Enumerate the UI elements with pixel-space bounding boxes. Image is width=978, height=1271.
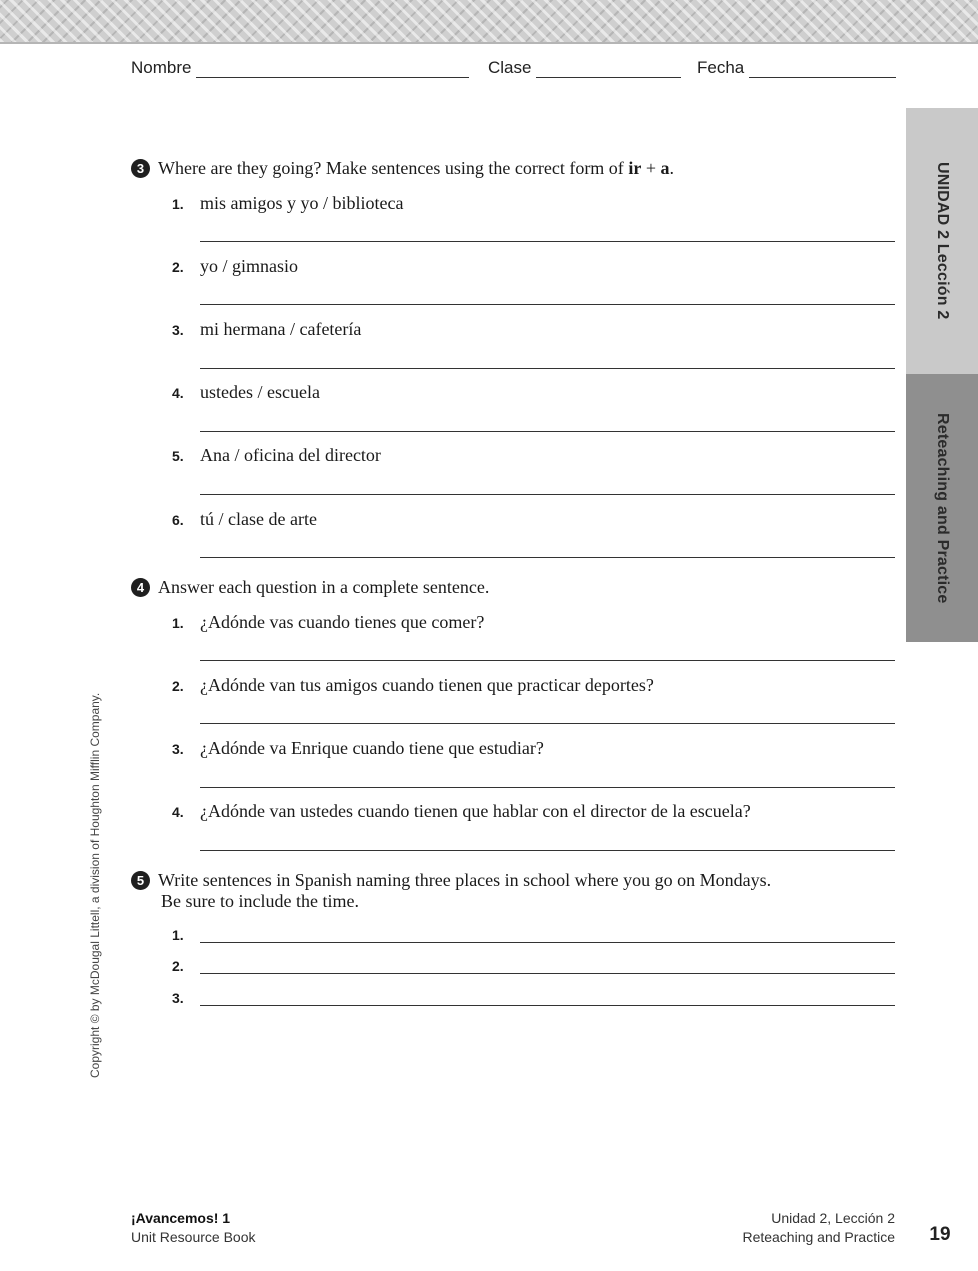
item-number: 1. [172, 927, 184, 943]
activity-3-item [172, 256, 298, 278]
footer-book-info [131, 1209, 256, 1247]
activity-3-end: . [669, 158, 674, 178]
fecha-field[interactable] [697, 58, 896, 78]
activity-3-item [172, 509, 317, 531]
activity-5-instruction-line1: Write sentences in Spanish naming three places in school where you go on Mondays. [158, 870, 772, 890]
answer-line[interactable] [200, 494, 895, 495]
student-info-header [131, 58, 895, 80]
answer-line[interactable] [200, 993, 895, 1006]
nombre-label: Nombre [131, 58, 192, 77]
activity-4-number: 4 [131, 578, 150, 597]
clase-field[interactable] [488, 58, 681, 78]
item-prompt: mi hermana / cafetería [200, 319, 362, 339]
fecha-label: Fecha [697, 58, 745, 77]
decorative-banner [0, 0, 978, 44]
activity-3-item [172, 193, 403, 215]
footer-section: Reteaching and Practice [742, 1229, 895, 1245]
nombre-line[interactable] [196, 61, 469, 78]
item-number: 6. [172, 512, 184, 528]
item-number: 3. [172, 322, 184, 338]
activity-4-item [172, 801, 751, 823]
item-number: 4. [172, 804, 184, 820]
item-number: 2. [172, 678, 184, 694]
activity-3-instruction [131, 158, 674, 179]
answer-line[interactable] [200, 431, 895, 432]
answer-line[interactable] [200, 368, 895, 369]
answer-line[interactable] [200, 557, 895, 558]
item-prompt: yo / gimnasio [200, 256, 298, 276]
answer-line[interactable] [200, 723, 895, 724]
item-prompt: Ana / oficina del director [200, 445, 381, 465]
page-number: 19 [929, 1224, 951, 1245]
item-number: 1. [172, 196, 184, 212]
item-prompt: tú / clase de arte [200, 509, 317, 529]
item-number: 4. [172, 385, 184, 401]
activity-3-item [172, 382, 320, 404]
item-number: 2. [172, 259, 184, 275]
item-number: 5. [172, 448, 184, 464]
nombre-field[interactable] [131, 58, 469, 78]
activity-4-item [172, 612, 484, 634]
item-prompt: ustedes / escuela [200, 382, 320, 402]
activity-3-a: a [660, 158, 670, 178]
answer-line[interactable] [200, 787, 895, 788]
reteaching-tab-label: Reteaching and Practice [934, 412, 951, 604]
item-number: 3. [172, 741, 184, 757]
item-number: 1. [172, 615, 184, 631]
activity-3-item [172, 445, 381, 467]
activity-5-item[interactable] [172, 990, 895, 1006]
activity-5-item[interactable] [172, 958, 895, 974]
item-number: 2. [172, 958, 184, 974]
activity-3-number: 3 [131, 159, 150, 178]
footer-book-subtitle: Unit Resource Book [131, 1229, 256, 1245]
footer-unit: Unidad 2, Lección 2 [771, 1210, 895, 1226]
clase-line[interactable] [536, 61, 681, 78]
answer-line[interactable] [200, 304, 895, 305]
activity-4-item [172, 675, 654, 697]
answer-line[interactable] [200, 241, 895, 242]
activity-3-ir: ir [628, 158, 642, 178]
copyright-notice: Copyright © by McDougal Littell, a division of Houghton Mifflin Company. [88, 692, 102, 1078]
answer-line[interactable] [200, 660, 895, 661]
item-question: ¿Adónde van tus amigos cuando tienen que practicar deportes? [200, 675, 654, 695]
reteaching-side-tab [906, 374, 978, 642]
answer-line[interactable] [200, 961, 895, 974]
activity-5-instruction [131, 870, 771, 912]
fecha-line[interactable] [749, 61, 896, 78]
activity-3-plus: + [641, 158, 661, 178]
footer-book-title: ¡Avancemos! 1 [131, 1210, 231, 1226]
item-question: ¿Adónde van ustedes cuando tienen que hablar con el director de la escuela? [200, 801, 751, 821]
activity-3-instruction-start: Where are they going? Make sentences using the correct form of [158, 158, 629, 178]
item-question: ¿Adónde va Enrique cuando tiene que estudiar? [200, 738, 544, 758]
unidad-side-tab [906, 108, 978, 374]
activity-5-number: 5 [131, 871, 150, 890]
item-number: 3. [172, 990, 184, 1006]
clase-label: Clase [488, 58, 532, 77]
activity-5-item[interactable] [172, 927, 895, 943]
activity-4-instruction-text: Answer each question in a complete sentence. [158, 577, 490, 597]
activity-4-item [172, 738, 544, 760]
unidad-tab-label: UNIDAD 2 Lección 2 [934, 162, 951, 320]
answer-line[interactable] [200, 930, 895, 943]
item-prompt: mis amigos y yo / biblioteca [200, 193, 404, 213]
answer-line[interactable] [200, 850, 895, 851]
activity-3-item [172, 319, 361, 341]
activity-5-instruction-line2: Be sure to include the time. [161, 891, 359, 911]
item-question: ¿Adónde vas cuando tienes que comer? [200, 612, 485, 632]
activity-4-instruction [131, 577, 489, 598]
footer-section-info [742, 1209, 895, 1247]
